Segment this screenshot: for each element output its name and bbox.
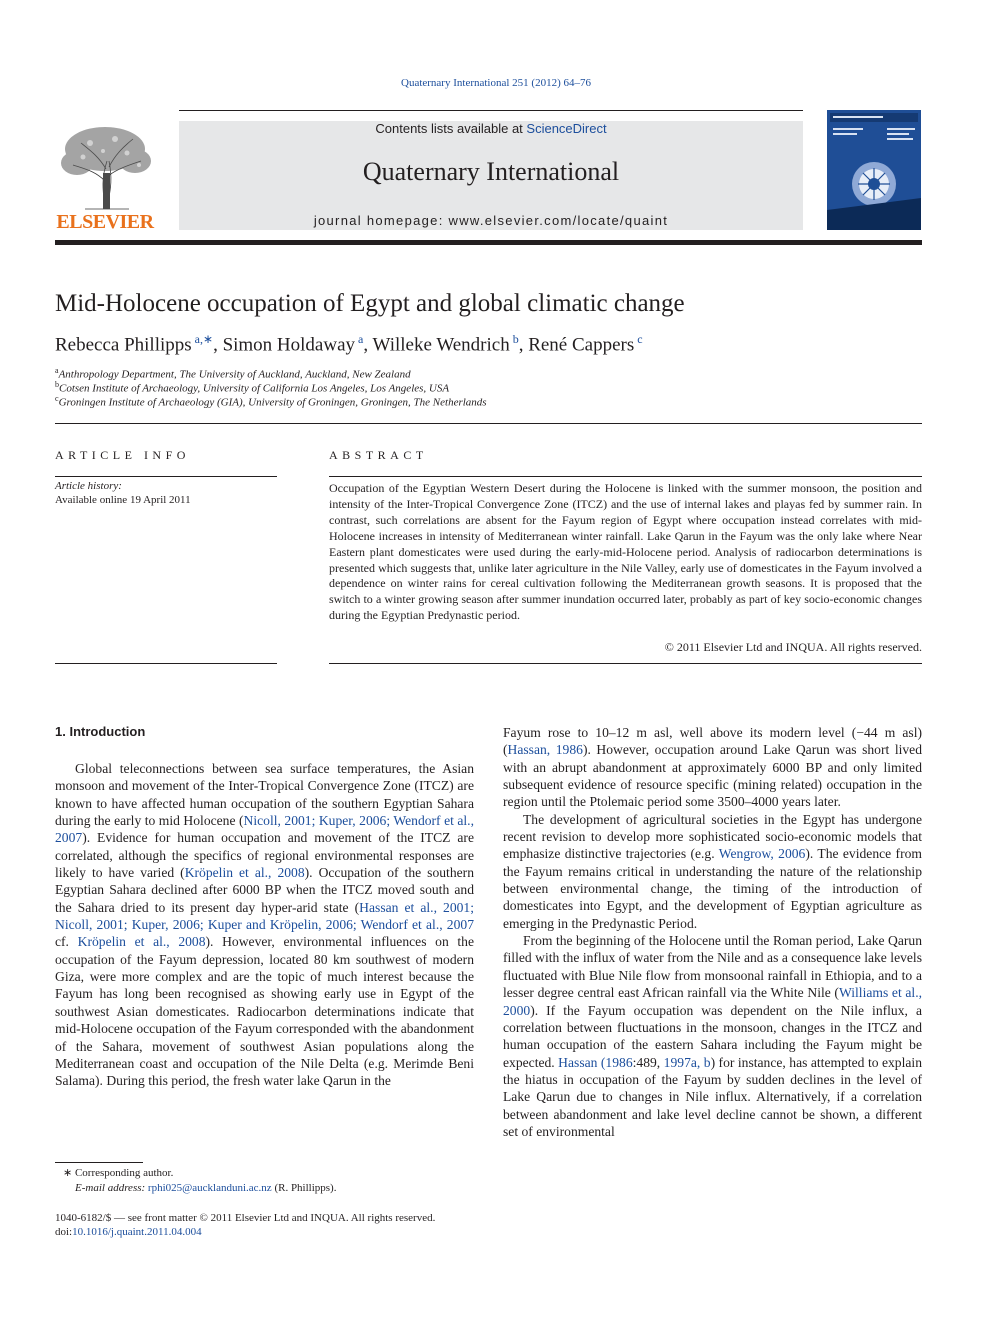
journal-cover-thumbnail[interactable]: [827, 110, 921, 230]
author-list: [55, 332, 643, 356]
contents-prefix: Contents lists available at: [375, 121, 527, 136]
sciencedirect-link[interactable]: ScienceDirect: [526, 121, 607, 136]
body-text: The development of agricultural societies in the Egypt has undergone recent revision to develop more sophisticated socio-economic models that emphasize distinctive trajectories (e.g.: [503, 811, 922, 862]
affiliation-c-text: Groningen Institute of Archaeology (GIA), University of Groningen, Groningen, The Netherlands: [58, 396, 487, 409]
issn-line: 1040-6182/$ — see front matter © 2011 Elsevier Ltd and INQUA. All rights reserved.: [55, 1212, 436, 1224]
title-rule: [55, 423, 922, 424]
affiliation-a-mark: a: [55, 366, 59, 375]
contents-line: [179, 121, 803, 136]
homepage-prefix: journal homepage:: [313, 213, 449, 228]
article-history-label: Article history:: [55, 480, 122, 492]
journal-name: Quaternary International: [362, 157, 620, 186]
section-heading-introduction: 1. Introduction: [55, 724, 146, 739]
journal-homepage: [179, 213, 803, 228]
abstract-text: Occupation of the Egyptian Western Desert during the Holocene is linked with the summer monsoon, the position and intensity of the Inter-Tropical Convergence Zone (ITCZ) and the use of internal lakes and playas fed by summer rain. In contrast, such correlations are absent for the Fayum region of Egypt where occupation instead correlates with mid-Holocene increases in intensity of Mediterranean winter rainfall. Lake Qarun in the Fayum was the only lake where Near Eastern plant domesticates were used during the early-mid-Holocene period. Analysis of radiocarbon determinations is presented which suggests that, unlike later agriculture in the Nile Valley, early use of domesticates in the Fayum involved a dependence on winter rains for cereal cultivation following the Mediterranean growth seasons. It is proposed that the switch to a winter growing season after summer inundation occurred later, probably as part of key socio-economic changes during the Egyptian Predynastic period.: [329, 481, 922, 623]
email-suffix: (R. Phillipps).: [271, 1182, 337, 1194]
body-column-left: [55, 760, 474, 1090]
body-text: ). The evidence from the Fayum remains critical in understanding the nature of the relationship between environmental change, the timing of the introduction of domesticates into Egypt, and the development of Egyptian agriculture as emerging in the Predynastic Period.: [503, 846, 922, 931]
author-name: Willeke Wendrich: [372, 334, 510, 356]
corresponding-mark: ∗: [63, 1167, 73, 1179]
affiliation-b-text: Cotsen Institute of Archaeology, University of California Los Angeles, Los Angeles, USA: [59, 382, 450, 395]
corresponding-text: Corresponding author.: [72, 1167, 174, 1179]
doi-line: [55, 1226, 202, 1238]
author-name: Rebecca Phillipps: [55, 334, 192, 356]
elsevier-wordmark: ELSEVIER: [56, 211, 154, 233]
author-affiliation-mark[interactable]: a: [355, 332, 364, 346]
body-text: ). However, occupation around Lake Qarun was short lived with an abrupt abandonment at approximately 6000 BP and only limited subsequent evidence of resource specific (mining related) occupation in the region until the Ptolemaic period some 3500‒4000 years later.: [503, 742, 922, 810]
article-history-value: Available online 19 April 2011: [55, 494, 191, 506]
body-text: ). Evidence for human occupation and movement of the ITCZ are correlated, although the specifics of regional environmental responses are likely to have varied (: [55, 830, 474, 881]
author-affiliation-mark[interactable]: c: [634, 332, 643, 346]
citation-link[interactable]: Wengrow, 2006: [718, 846, 806, 862]
article-title: Mid-Holocene occupation of Egypt and global climatic change: [55, 290, 685, 317]
body-column-right: [503, 724, 922, 1140]
affiliation-b: [55, 380, 449, 395]
abstract-heading: ABSTRACT: [329, 448, 428, 462]
author-name: Simon Holdaway: [222, 334, 356, 356]
citation-link[interactable]: Hassan, 1986: [507, 742, 583, 758]
doi-prefix: doi:: [55, 1226, 73, 1238]
article-info-heading: ARTICLE INFO: [55, 448, 190, 462]
citation-link[interactable]: Kröpelin et al., 2008: [77, 934, 206, 950]
body-text: ) for instance, has attempted to explain the hiatus in occupation of the Fayum by sudden declines in the level of Lake Qarun due to changes in Nile influx. Alternatively, if a correlation between abandonment and lake level decline cannot be shown, a different set of environmental: [503, 1054, 922, 1139]
body-text: ). Occupation of the southern Egyptian Sahara declined after 6000 BP when the ITCZ moved south and the Sahara dried to its present day hyper-arid state (: [55, 865, 474, 915]
homepage-url[interactable]: www.elsevier.com/locate/quaint: [448, 213, 669, 228]
header-rule-thick: [55, 240, 922, 245]
author-affiliation-mark[interactable]: b: [509, 332, 519, 346]
author-separator: ,: [213, 334, 223, 356]
journal-reference[interactable]: Quaternary International 251 (2012) 64–76: [401, 77, 591, 89]
body-text: Fayum rose to 10‒12 m asl, well above its modern level (−44 m asl) (: [503, 725, 922, 758]
author-affiliation-mark[interactable]: a,∗: [191, 332, 214, 346]
email-link[interactable]: rphi025@aucklanduni.ac.nz: [147, 1182, 272, 1194]
citation-link[interactable]: Nicoll, 2001; Kuper, 2006; Wendorf et al., 2007: [55, 813, 474, 846]
body-text: From the beginning of the Holocene until the Roman period, Lake Qarun filled with the influx of water from the Nile and as a consequence lake levels fluctuated with Blue Nile flow from monsoonal rainfall in Ethiopia, and to a lesser degree central east African rainfall via the White Nile (: [503, 933, 922, 1001]
abstract-copyright: © 2011 Elsevier Ltd and INQUA. All rights reserved.: [664, 640, 922, 654]
citation-link[interactable]: 1997a, b: [663, 1054, 711, 1070]
author-separator: ,: [363, 334, 373, 356]
body-text: ). However, environmental influences on the occupation of the Fayum depression, located 80 km southwest of modern Giza, were more complex and are the topic of much interest because the Fayum has long been recognised as showing early use in Egypt of the southwest Asian domesticates. Radiocarbon determinations indicate that mid-Holocene occupation of the Fayum corresponded with the abandonment of the Sahara, movement of southwest Asian populations along the Mediterranean coast and occupation of the Nile Delta (e.g. Merimde Beni Salama). During this period, the fresh water lake Qarun in the: [55, 934, 475, 1089]
email-note: [75, 1182, 336, 1194]
header-rule-top: [179, 110, 803, 111]
abstract-rule-bottom: [329, 663, 922, 664]
article-info-rule: [55, 476, 277, 477]
affiliation-b-mark: b: [55, 380, 59, 389]
body-paragraph: [55, 760, 474, 1090]
body-paragraph: [503, 724, 922, 811]
author-name: René Cappers: [528, 334, 635, 356]
body-text: cf.: [55, 934, 78, 950]
corresponding-author-note: [63, 1166, 173, 1179]
affiliation-a: [55, 366, 411, 381]
citation-link[interactable]: Hassan et al., 2001; Nicoll, 2001; Kuper, 2006; Kuper and Kröpelin, 2006; Wendorf et al., 2007: [55, 899, 475, 933]
author-separator: ,: [518, 334, 529, 356]
citation-link[interactable]: Kröpelin et al., 2008: [184, 865, 305, 881]
doi-link[interactable]: 10.1016/j.quaint.2011.04.004: [72, 1226, 202, 1238]
email-label: E-mail address:: [75, 1182, 148, 1194]
citation-link[interactable]: Hassan (1986: [558, 1054, 633, 1070]
body-paragraph: [503, 811, 922, 932]
citation-link[interactable]: Williams et al., 2000: [503, 985, 922, 1018]
article-info-rule-bottom: [55, 663, 277, 664]
abstract-rule: [329, 476, 922, 477]
body-text: Global teleconnections between sea surface temperatures, the Asian monsoon and movement of the Inter-Tropical Convergence Zone (ITCZ) are known to have affected human occupation of the southern Egyptian Sahara during the early to mid Holocene (: [55, 761, 474, 829]
footnote-rule: [55, 1162, 143, 1163]
body-text: ). If the Fayum occupation was dependent on the Nile influx, a correlation between fluctuations in the monsoon, changes in the ITCZ and human occupation of the eastern Sahara including the Fayum might be expected.: [503, 1002, 922, 1070]
body-paragraph: [503, 932, 922, 1140]
affiliation-c-mark: c: [55, 394, 59, 403]
affiliation-a-text: Anthropology Department, The University of Auckland, Auckland, New Zealand: [58, 368, 411, 381]
body-text: :489,: [632, 1054, 664, 1070]
affiliation-c: [55, 394, 487, 409]
